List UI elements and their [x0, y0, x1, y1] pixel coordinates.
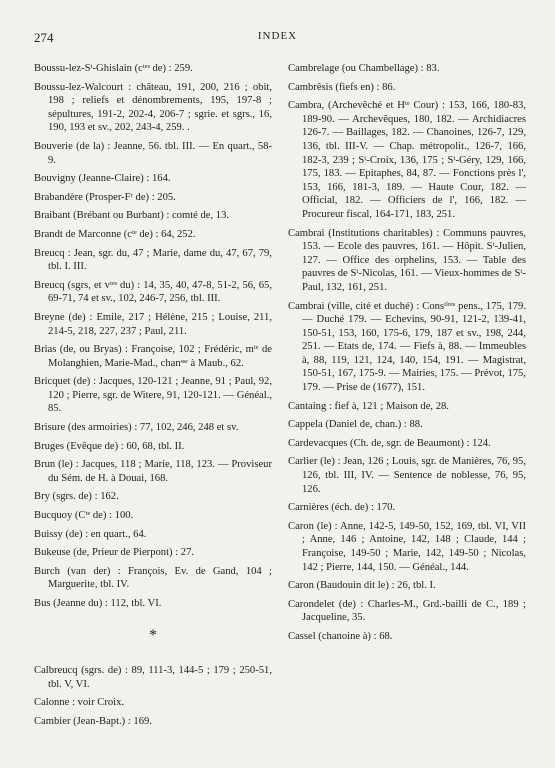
index-entry: Burch (van der) : François, Ev. de Gand, 104 ; Marguerite, tbl. IV.: [34, 565, 272, 591]
index-entry: Bucquoy (Cᵗᵉ de) : 100.: [34, 510, 134, 522]
index-entry: Cambrêsis (fiefs en) : 86.: [288, 81, 396, 93]
index-entry: Cambrai (ville, cité et duché) : Consᵗˡʳᵉˢ pens., 175, 179. — Duché 179. — Echevins, 90-91, 121-2, 139-41, 150-51, 153, 160, 175-6, 179, 187 et sv., 198, 244, 251. — Etats de, 174. — Fiefs à, 88. — Immeubles à, 88, 119, 121, 124, 140, 154, 191. — Magistrat, 150-51, 167, 175-9. — Mairies, 175. — Prévot, 175, 179. — Prise de (1677), 151.: [288, 300, 526, 394]
index-entry: Brabandère (Prosper-Fʳ de) : 205.: [34, 191, 176, 203]
index-entry: Bouvigny (Jeanne-Claire) : 164.: [34, 173, 171, 185]
index-entry: Brandt de Marconne (cᵗᵉ de) : 64, 252.: [34, 228, 196, 240]
index-entry: Cambra, (Archevêché et Hᵗᵉ Cour) : 153, 166, 180-83, 189-90. — Archevêques, 180, 182. — Archidiacres 126-7. — Baillages, 182. — Chanoines, 126-7, 129, 136, tbl. III-V. — Chap. métropolit., 126-7, 166, 182-3, 239 ; Sᵗ-Croix, 136, 175 ; Sᵗ-Géry, 129, 166, 175, 183. — Epitaphes, 84, 87. — Fonctions près l', 153, 166, 181-3, 189. — Haute Cour, 182. — Official, 182. — Officiers de l', 166, 182. — Procureur fiscal, 164-171, 183, 251.: [288, 100, 526, 220]
page-title: INDEX: [257, 30, 298, 42]
index-entry: Carnières (éch. de) : 170.: [288, 502, 396, 514]
index-entry: Cambier (Jean-Bapt.) : 169.: [34, 715, 152, 727]
index-entry: Bry (sgrs. de) : 162.: [34, 491, 119, 503]
index-entry: Cassel (chanoine à) : 68.: [288, 630, 393, 642]
index-entry: Braibant (Brébant ou Burbant) : comté de, 13.: [34, 210, 230, 222]
index-entry: Buissy (de) : en quart., 64.: [34, 528, 147, 540]
index-entry: Carondelet (de) : Charles-M., Grd.-bailli de C., 189 ; Jacqueline, 35.: [288, 598, 526, 624]
index-entry: Caron (le) : Anne, 142-5, 149-50, 152, 169, tbl. VI, VII ; Anne, 146 ; Antoine, 142, 148 ; Claude, 144 ; Françoise, 149-50 ; Marie, 142, 149-50 ; Nicolas, 142 ; Pierre, 144, 150. — Généal., 144.: [288, 520, 526, 573]
index-entry: Bouverie (de la) : Jeanne, 56. tbl. III. — En quart., 58-9.: [34, 140, 272, 166]
index-entry: Calbreucq (sgrs. de) : 89, 111-3, 144-5 ; 179 ; 250-51, tbl. V, VI.: [34, 665, 272, 690]
index-entry: Cardevacques (Ch. de, sgr. de Beaumont) : 124.: [288, 437, 491, 449]
left-column: [34, 62, 272, 734]
index-entry: Cappela (Daniel de, chan.) : 88.: [288, 419, 423, 431]
right-column: [288, 62, 526, 649]
index-entry: Bruges (Evêque de) : 60, 68, tbl. II.: [34, 440, 185, 452]
index-entry: Cambrelage (ou Chambellage) : 83.: [288, 63, 440, 74]
index-entry: Bukeuse (de, Prieur de Pierpont) : 27.: [34, 547, 195, 559]
index-entry: Calonne : voir Croix.: [34, 697, 125, 709]
index-entry: Cantaing : fief à, 121 ; Maison de, 28.: [288, 400, 449, 412]
index-entry: Breucq (sgrs, et vᵗᵉˢ du) : 14, 35, 40, 47-8, 51-2, 56, 65, 69-71, 74 et sv., 102, 246-7, 256, tbl. III.: [34, 279, 272, 305]
index-entry: Caron (Baudouin dit le) : 26, tbl. I.: [288, 580, 436, 592]
index-entry: Cambrai (Institutions charitables) : Communs pauvres, 153. — Ecole des pauvres, 161. — Hôpit. Sᵗ-Julien, 127. — Office des orphelins, 153. — Table des pauvres de Sᵗ-Nicolas, 161. — Vieux-hommes de Sᵗ-Paul, 132, 161, 251.: [288, 227, 526, 293]
index-entry: Bricquet (de) : Jacques, 120-121 ; Jeanne, 91 ; Paul, 92, 120 ; Pierre, sgr. de Witere, 91, 120-121. — Généal., 85.: [34, 376, 272, 415]
index-entry: Breucq : Jean, sgr. du, 47 ; Marie, dame du, 47, 67, 79, tbl. I. III.: [34, 247, 272, 273]
index-entry: Brias (de, ou Bryas) : Françoise, 102 ; Frédéric, mᵗᵉ de Molanghien, Marie-Mad., chanˢˢᵉ à Maub., 62.: [34, 344, 272, 369]
index-entry: Brisure (des armoiries) : 77, 102, 246, 248 et sv.: [34, 422, 239, 434]
index-entry: Boussu-lez-Walcourt : château, 191, 200, 216 ; obit, 198 ; reliefs et dénombrements, 195, 197-8 ; sépultures, 191-2, 202-4, 206-7 ; sgrie. et sgrs., 16, 190, 193 et sv., 202, 243-4, 259. .: [34, 81, 272, 134]
index-entry: Bus (Jeanne du) : 112, tbl. VI.: [34, 598, 162, 609]
index-entry: Breyne (de) : Emile, 217 ; Hélène, 215 ; Louise, 211, 214-5, 218, 227, 237 ; Paul, 211.: [34, 311, 272, 337]
section-divider-star: *: [149, 626, 157, 644]
index-entry: Brun (le) : Jacques, 118 ; Marie, 118, 123. — Proviseur du Sém. de H. à Douai, 168.: [34, 459, 272, 484]
page-number: 274: [34, 30, 54, 45]
index-entry: Carlier (le) : Jean, 126 ; Louis, sgr. de Manières, 76, 95, 126, tbl. III, IV. — Sentence de noblesse, 76, 95, 126.: [288, 456, 526, 495]
index-entry: Boussu-lez-Sᵗ-Ghislain (cᵗᵉˢ de) : 259.: [34, 63, 193, 74]
